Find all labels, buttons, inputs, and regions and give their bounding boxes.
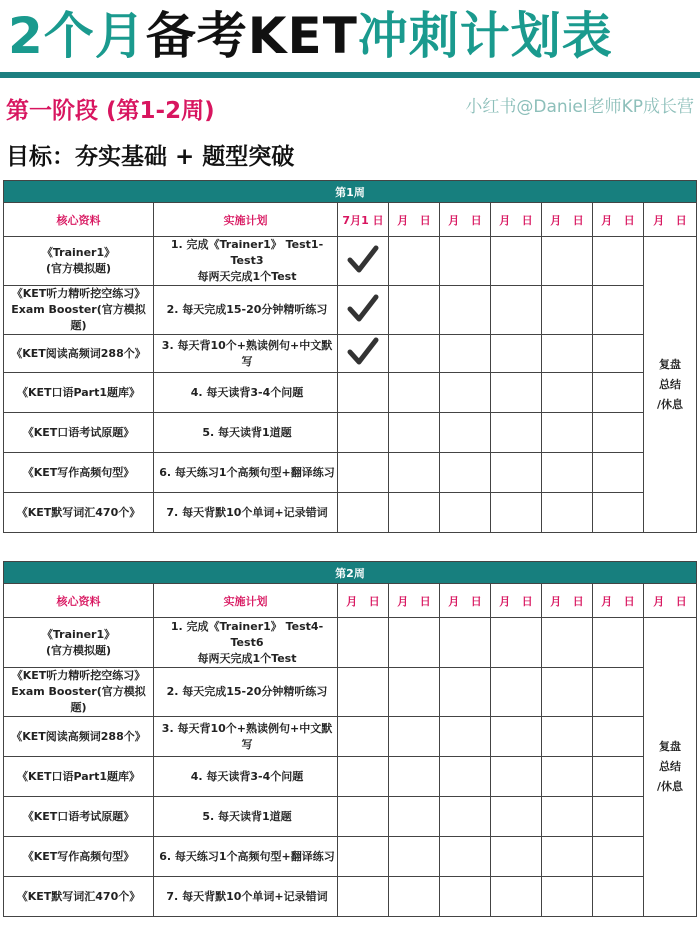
day-cell[interactable] — [542, 413, 593, 453]
title-part-plan: 冲刺计划表 — [357, 7, 613, 65]
date-day: 1 — [361, 213, 369, 227]
day-cell[interactable] — [389, 453, 440, 493]
date-header-6 — [593, 203, 644, 237]
date-header-4 — [491, 584, 542, 618]
plan-cell — [154, 797, 338, 837]
review-text: 复盘 — [659, 740, 681, 753]
title-divider — [0, 72, 700, 78]
review-text: /休息 — [656, 780, 684, 793]
day-cell[interactable] — [491, 413, 542, 453]
resource-name: 《KET阅读高频词288个》 — [11, 346, 146, 360]
resource-name: 《KET口语Part1题库》 — [16, 385, 141, 399]
resource-name: 《KET口语考试原题》 — [22, 425, 135, 439]
day-cell[interactable] — [338, 668, 389, 717]
month-char: 月 — [550, 594, 562, 608]
resource-cell — [4, 453, 154, 493]
day-cell[interactable] — [593, 373, 644, 413]
day-cell[interactable] — [440, 453, 491, 493]
plan-cell — [154, 237, 338, 286]
resource-cell — [4, 286, 154, 335]
day-cell[interactable] — [338, 837, 389, 877]
day-cell[interactable] — [593, 493, 644, 533]
day-cell[interactable] — [542, 797, 593, 837]
day-cell[interactable] — [440, 717, 491, 757]
resource-cell — [4, 797, 154, 837]
resource-note: (官方模拟题) — [45, 262, 112, 275]
date-header-3 — [440, 584, 491, 618]
date-header-4 — [491, 203, 542, 237]
resource-name: 《KET写作高频句型》 — [22, 849, 135, 863]
resource-name: 《KET听力精听挖空练习》 — [11, 669, 146, 682]
column-header-row — [4, 203, 697, 237]
day-cell[interactable] — [542, 453, 593, 493]
resource-cell — [4, 373, 154, 413]
table-row — [4, 413, 697, 453]
day-cell[interactable] — [542, 286, 593, 335]
day-cell[interactable] — [593, 837, 644, 877]
resource-note: Exam Booster(官方模拟题) — [11, 303, 146, 332]
week-2-table — [3, 561, 697, 917]
day-cell[interactable] — [593, 877, 644, 917]
page-title — [8, 4, 613, 68]
date-header-5 — [542, 584, 593, 618]
month-char: 月 — [499, 213, 511, 227]
checkmark-icon — [346, 337, 380, 367]
table-row — [4, 717, 697, 757]
day-cell[interactable] — [593, 797, 644, 837]
table-row — [4, 668, 697, 717]
day-cell[interactable] — [389, 413, 440, 453]
plan-header: 实施计划 — [154, 584, 338, 618]
plan-text: 2. 每天完成15-20分钟精听练习 — [166, 303, 328, 316]
month-char: 月 — [448, 594, 460, 608]
day-cell[interactable] — [593, 757, 644, 797]
day-cell[interactable] — [440, 286, 491, 335]
review-text: 总结 — [659, 377, 681, 391]
plan-cell — [154, 668, 338, 717]
day-cell[interactable] — [491, 237, 542, 286]
day-cell[interactable] — [593, 237, 644, 286]
day-char: 日 — [470, 213, 482, 227]
day-cell[interactable] — [389, 237, 440, 286]
day-cell[interactable] — [542, 237, 593, 286]
day-cell[interactable] — [542, 837, 593, 877]
resource-cell — [4, 493, 154, 533]
table-row — [4, 837, 697, 877]
day-cell[interactable] — [542, 618, 593, 668]
day-char: 日 — [675, 213, 687, 227]
day-char: 日 — [623, 213, 635, 227]
day-cell[interactable] — [593, 335, 644, 373]
day-cell[interactable] — [338, 797, 389, 837]
day-cell[interactable] — [542, 757, 593, 797]
day-cell[interactable] — [542, 717, 593, 757]
day-cell[interactable] — [389, 335, 440, 373]
review-text: 复盘 — [659, 357, 681, 371]
table-row — [4, 493, 697, 533]
day-cell[interactable] — [593, 717, 644, 757]
month-char: 月 — [397, 213, 409, 227]
day-cell[interactable] — [389, 877, 440, 917]
resource-header: 核心资料 — [4, 203, 154, 237]
plan-cell — [154, 837, 338, 877]
day-cell[interactable] — [389, 286, 440, 335]
day-cell[interactable] — [389, 717, 440, 757]
checkmark-icon — [346, 245, 380, 275]
resource-cell — [4, 413, 154, 453]
day-cell[interactable] — [389, 373, 440, 413]
table-row — [4, 877, 697, 917]
day-cell[interactable] — [542, 493, 593, 533]
day-cell[interactable] — [389, 493, 440, 533]
month-char: 月 — [653, 213, 665, 227]
month-char: 月 — [601, 594, 613, 608]
plan-cell — [154, 453, 338, 493]
day-cell[interactable] — [389, 757, 440, 797]
plan-cell — [154, 757, 338, 797]
day-cell[interactable] — [542, 668, 593, 717]
resource-name: 《KET口语Part1题库》 — [16, 769, 141, 783]
resource-note: Exam Booster(官方模拟题) — [11, 685, 146, 714]
day-cell[interactable] — [338, 286, 389, 335]
plan-text: 7. 每天背默10个单词+记录错词 — [166, 505, 328, 519]
table-row — [4, 757, 697, 797]
day-cell[interactable] — [440, 837, 491, 877]
day-cell[interactable] — [440, 335, 491, 373]
plan-text: 6. 每天练习1个高频句型+翻译练习 — [159, 849, 335, 863]
day-cell[interactable] — [338, 493, 389, 533]
day-cell[interactable] — [338, 453, 389, 493]
day-cell[interactable] — [389, 618, 440, 668]
date-header-2 — [389, 584, 440, 618]
resource-cell — [4, 335, 154, 373]
date-header-3 — [440, 203, 491, 237]
plan-text: 6. 每天练习1个高频句型+翻译练习 — [159, 465, 335, 479]
day-cell[interactable] — [338, 717, 389, 757]
table-row — [4, 797, 697, 837]
plan-cell — [154, 618, 338, 668]
resource-cell — [4, 757, 154, 797]
review-cell[interactable] — [644, 237, 697, 533]
date-header-1 — [338, 584, 389, 618]
day-cell[interactable] — [440, 493, 491, 533]
week-label-row — [4, 562, 697, 584]
week-1-table — [3, 180, 697, 533]
week-label: 第1周 — [4, 181, 697, 203]
title-part-exam: 备考KET — [145, 7, 358, 65]
month-char: 月 — [397, 594, 409, 608]
resource-name: 《KET写作高频句型》 — [22, 465, 135, 479]
day-char: 日 — [623, 594, 635, 608]
day-cell[interactable] — [491, 668, 542, 717]
day-char: 日 — [368, 594, 380, 608]
plan-text: 4. 每天读背3-4个问题 — [190, 769, 304, 783]
checkmark-icon — [346, 294, 380, 324]
plan-text: 5. 每天读背1道题 — [202, 425, 292, 439]
month-char: 月 — [653, 594, 665, 608]
plan-text: 5. 每天读背1道题 — [202, 809, 292, 823]
resource-cell — [4, 668, 154, 717]
day-cell[interactable] — [593, 286, 644, 335]
plan-text: 7. 每天背默10个单词+记录错词 — [166, 889, 328, 903]
day-char: 日 — [675, 594, 687, 608]
day-char: 日 — [372, 213, 384, 227]
table-row — [4, 373, 697, 413]
day-cell[interactable] — [491, 493, 542, 533]
week-label-row — [4, 181, 697, 203]
resource-name: 《KET阅读高频词288个》 — [11, 729, 146, 743]
table-row — [4, 453, 697, 493]
day-cell[interactable] — [338, 413, 389, 453]
plan-cell — [154, 493, 338, 533]
day-char: 日 — [521, 213, 533, 227]
day-cell[interactable] — [338, 373, 389, 413]
resource-cell — [4, 837, 154, 877]
plan-text: 1. 完成《Trainer1》 Test1-Test3 — [170, 238, 324, 267]
day-cell[interactable] — [338, 618, 389, 668]
resource-name: 《Trainer1》 — [41, 627, 116, 641]
date-header-1 — [338, 203, 389, 237]
plan-cell — [154, 717, 338, 757]
author-handle: 小红书@Daniel老师KP成长营 — [465, 97, 694, 117]
review-cell[interactable] — [644, 618, 697, 917]
day-cell[interactable] — [440, 618, 491, 668]
day-cell[interactable] — [440, 668, 491, 717]
resource-cell — [4, 717, 154, 757]
resource-name: 《KET默写词汇470个》 — [16, 505, 141, 519]
resource-name: 《Trainer1》 — [41, 246, 116, 259]
plan-cell — [154, 877, 338, 917]
stage-heading: 第一阶段 (第1-2周) — [6, 98, 215, 124]
plan-cell — [154, 286, 338, 335]
day-cell[interactable] — [491, 618, 542, 668]
goal-heading: 目标：夯实基础 + 题型突破 — [6, 144, 295, 170]
review-text: /休息 — [656, 397, 684, 411]
day-cell[interactable] — [491, 837, 542, 877]
title-banner — [0, 0, 700, 80]
resource-cell — [4, 237, 154, 286]
day-char: 日 — [419, 213, 431, 227]
plan-subtext: 每两天完成1个Test — [197, 651, 297, 665]
date-header-5 — [542, 203, 593, 237]
plan-cell — [154, 335, 338, 373]
day-char: 日 — [521, 594, 533, 608]
day-cell[interactable] — [440, 237, 491, 286]
day-char: 日 — [572, 594, 584, 608]
resource-header: 核心资料 — [4, 584, 154, 618]
day-cell[interactable] — [491, 453, 542, 493]
date-header-7 — [644, 203, 697, 237]
date-header-2 — [389, 203, 440, 237]
month-char: 月 — [601, 213, 613, 227]
day-cell[interactable] — [593, 618, 644, 668]
day-cell[interactable] — [440, 757, 491, 797]
day-cell[interactable] — [338, 335, 389, 373]
day-cell[interactable] — [491, 877, 542, 917]
plan-text: 3. 每天背10个+熟读例句+中文默写 — [161, 721, 333, 751]
day-char: 日 — [572, 213, 584, 227]
date-header-6 — [593, 584, 644, 618]
review-text: 总结 — [659, 760, 681, 773]
table-row — [4, 286, 697, 335]
month-char: 月 — [346, 594, 358, 608]
plan-text: 1. 完成《Trainer1》 Test4-Test6 — [170, 619, 324, 649]
month-char: 月 — [499, 594, 511, 608]
day-cell[interactable] — [542, 877, 593, 917]
day-cell[interactable] — [440, 877, 491, 917]
day-cell[interactable] — [491, 373, 542, 413]
day-cell[interactable] — [542, 373, 593, 413]
title-part-duration: 2个月 — [8, 7, 146, 65]
date-month: 7 — [342, 213, 351, 227]
plan-cell — [154, 413, 338, 453]
day-cell[interactable] — [593, 453, 644, 493]
day-cell[interactable] — [338, 757, 389, 797]
plan-header: 实施计划 — [154, 203, 338, 237]
plan-text: 3. 每天背10个+熟读例句+中文默写 — [161, 338, 333, 368]
day-cell[interactable] — [440, 413, 491, 453]
day-cell[interactable] — [491, 335, 542, 373]
plan-text: 2. 每天完成15-20分钟精听练习 — [166, 685, 328, 698]
resource-cell — [4, 618, 154, 668]
day-cell[interactable] — [389, 837, 440, 877]
day-cell[interactable] — [491, 797, 542, 837]
day-cell[interactable] — [440, 373, 491, 413]
month-char: 月 — [550, 213, 562, 227]
day-cell[interactable] — [389, 668, 440, 717]
date-header-7 — [644, 584, 697, 618]
resource-name: 《KET口语考试原题》 — [22, 809, 135, 823]
resource-name: 《KET听力精听挖空练习》 — [11, 287, 146, 300]
resource-cell — [4, 877, 154, 917]
day-char: 日 — [470, 594, 482, 608]
table-row — [4, 618, 697, 668]
day-cell[interactable] — [542, 335, 593, 373]
day-char: 日 — [419, 594, 431, 608]
day-cell[interactable] — [491, 286, 542, 335]
table-row — [4, 237, 697, 286]
day-cell[interactable] — [389, 797, 440, 837]
resource-note: (官方模拟题) — [45, 643, 112, 657]
day-cell[interactable] — [338, 237, 389, 286]
month-char: 月 — [350, 213, 362, 227]
plan-cell — [154, 373, 338, 413]
day-cell[interactable] — [593, 413, 644, 453]
day-cell[interactable] — [491, 757, 542, 797]
plan-text: 4. 每天读背3-4个问题 — [190, 385, 304, 399]
resource-name: 《KET默写词汇470个》 — [16, 889, 141, 903]
column-header-row — [4, 584, 697, 618]
month-char: 月 — [448, 213, 460, 227]
day-cell[interactable] — [440, 797, 491, 837]
week-label: 第2周 — [4, 562, 697, 584]
day-cell[interactable] — [491, 717, 542, 757]
table-row — [4, 335, 697, 373]
plan-subtext: 每两天完成1个Test — [197, 270, 297, 283]
day-cell[interactable] — [338, 877, 389, 917]
day-cell[interactable] — [593, 668, 644, 717]
